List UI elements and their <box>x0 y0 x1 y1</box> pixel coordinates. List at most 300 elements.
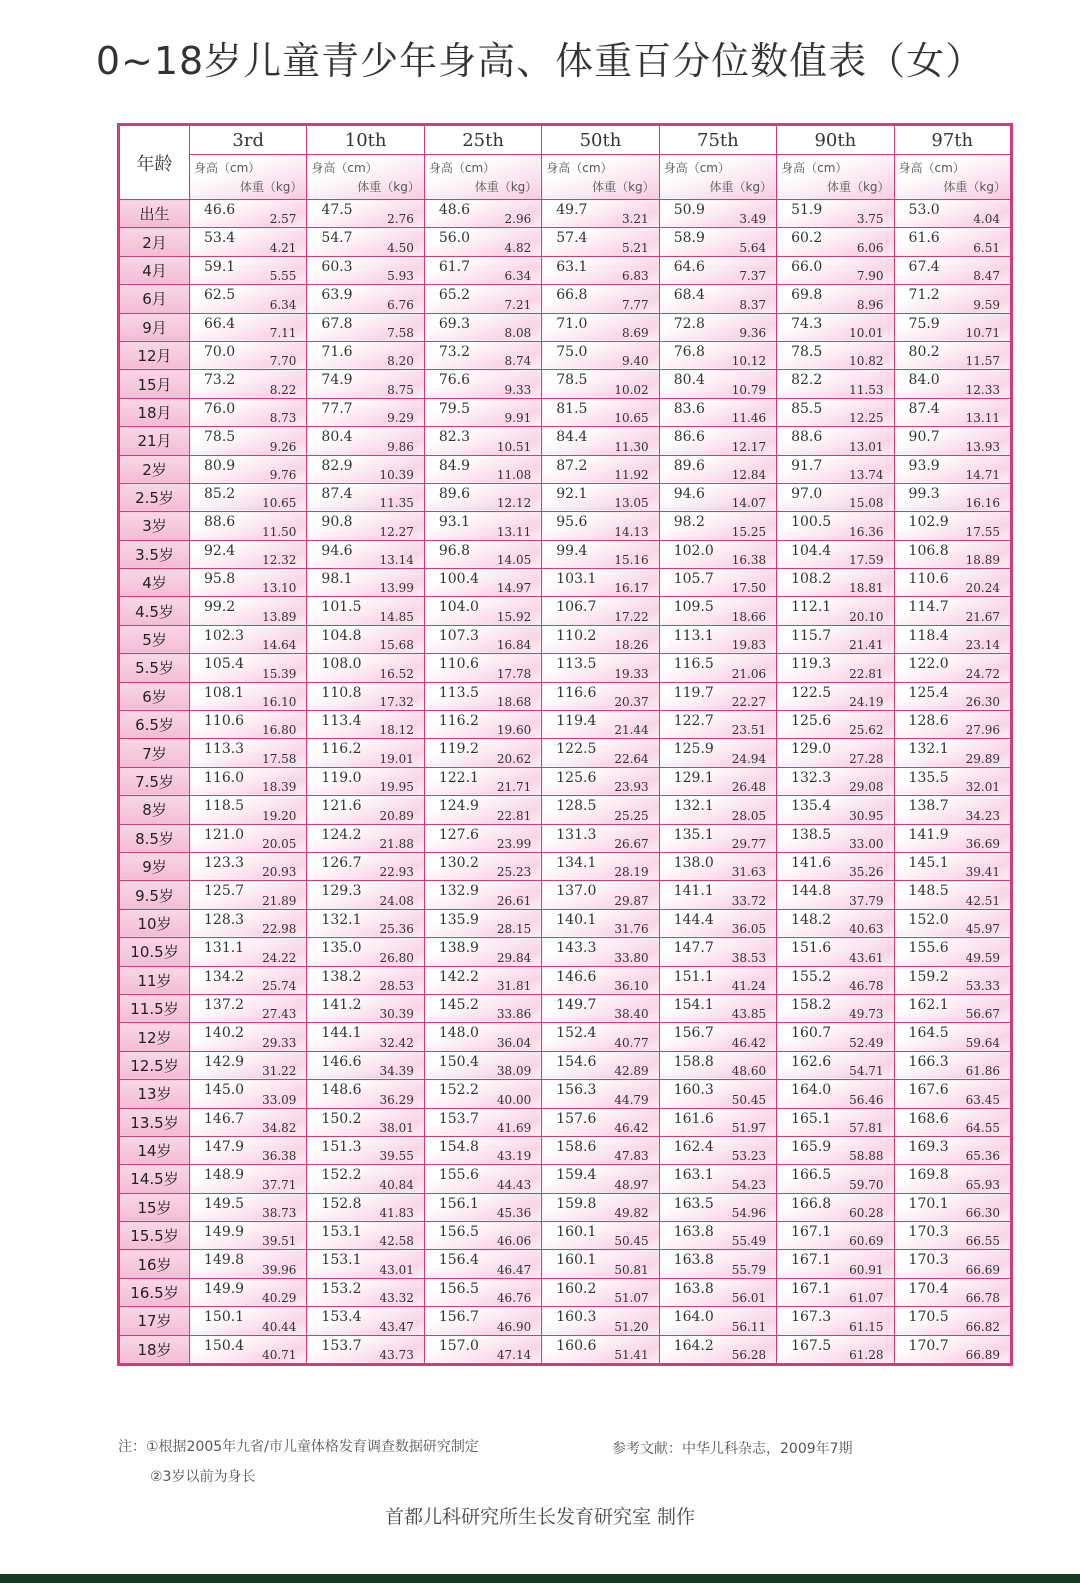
value-cell <box>777 483 894 511</box>
value-cell <box>659 796 776 824</box>
weight-value: 22.81 <box>496 808 532 823</box>
value-cell <box>894 483 1011 511</box>
weight-value: 43.01 <box>379 1262 414 1277</box>
weight-value: 17.59 <box>849 553 884 568</box>
height-value: 167.1 <box>791 1252 832 1269</box>
weight-value: 56.11 <box>731 1319 767 1334</box>
height-value: 59.1 <box>204 258 236 275</box>
value-cell <box>307 455 424 483</box>
age-cell: 4.5岁 <box>119 597 190 625</box>
height-value: 137.0 <box>556 883 597 900</box>
weight-value: 7.77 <box>621 297 649 312</box>
height-value: 60.3 <box>321 258 353 275</box>
weight-value: 14.97 <box>496 581 532 596</box>
height-value: 162.4 <box>673 1138 714 1155</box>
weight-value: 7.11 <box>269 325 297 340</box>
weight-value: 30.39 <box>379 1007 414 1022</box>
height-value: 156.7 <box>673 1025 714 1042</box>
height-value: 102.0 <box>673 542 714 559</box>
height-value: 104.4 <box>791 542 832 559</box>
value-cell <box>777 654 894 682</box>
value-cell <box>777 1080 894 1108</box>
weight-value: 38.73 <box>262 1206 297 1221</box>
age-cell: 11岁 <box>119 966 190 994</box>
table-row <box>119 1307 1012 1335</box>
value-cell <box>190 1307 307 1335</box>
weight-value: 16.36 <box>849 524 884 539</box>
height-value: 53.4 <box>204 230 236 247</box>
weight-value: 47.14 <box>496 1348 532 1363</box>
weight-value: 61.86 <box>965 1064 1000 1079</box>
height-value: 130.2 <box>438 854 479 871</box>
value-cell <box>659 1165 776 1193</box>
weight-value: 53.23 <box>731 1149 767 1164</box>
height-value: 76.0 <box>204 400 236 417</box>
weight-value: 66.30 <box>965 1206 1000 1221</box>
age-cell: 4岁 <box>119 569 190 597</box>
weight-value: 10.71 <box>965 325 1000 340</box>
weight-value: 29.89 <box>965 751 1000 766</box>
weight-value: 19.60 <box>496 723 532 738</box>
height-value: 152.4 <box>556 1025 597 1042</box>
height-value: 93.1 <box>438 514 471 531</box>
height-value: 164.2 <box>673 1337 714 1354</box>
value-cell <box>659 824 776 852</box>
weight-value: 7.70 <box>269 354 297 369</box>
age-cell: 11.5岁 <box>119 994 190 1022</box>
weight-value: 3.21 <box>621 212 649 227</box>
weight-value: 11.92 <box>614 467 649 482</box>
height-unit-label: 身高（cm） <box>546 161 613 175</box>
height-value: 127.6 <box>438 826 479 843</box>
height-value: 67.4 <box>908 258 940 275</box>
value-cell <box>777 909 894 937</box>
height-value: 66.0 <box>791 258 823 275</box>
height-value: 78.5 <box>556 372 588 389</box>
age-cell: 21月 <box>119 427 190 455</box>
value-cell <box>424 1136 541 1164</box>
value-cell <box>777 341 894 369</box>
height-value: 131.1 <box>204 940 245 957</box>
height-value: 65.2 <box>438 287 471 304</box>
table-row <box>119 370 1012 398</box>
height-value: 108.0 <box>321 656 362 673</box>
height-value: 145.0 <box>204 1082 245 1099</box>
height-value: 145.2 <box>438 996 479 1013</box>
value-cell <box>542 455 659 483</box>
height-value: 170.3 <box>908 1224 949 1241</box>
weight-value: 9.29 <box>387 411 414 426</box>
weight-value: 44.43 <box>496 1177 532 1192</box>
value-cell <box>307 909 424 937</box>
weight-value: 49.73 <box>849 1007 884 1022</box>
value-cell <box>659 512 776 540</box>
height-value: 132.1 <box>321 911 362 928</box>
height-value: 114.7 <box>908 599 949 616</box>
weight-value: 6.83 <box>621 269 649 284</box>
height-value: 160.1 <box>556 1252 597 1269</box>
weight-value: 15.08 <box>849 496 884 511</box>
value-cell <box>777 285 894 313</box>
height-value: 163.1 <box>673 1167 714 1184</box>
value-cell <box>894 285 1011 313</box>
height-value: 73.2 <box>438 343 471 360</box>
weight-value: 13.74 <box>849 467 884 482</box>
value-cell <box>307 256 424 284</box>
weight-value: 50.81 <box>614 1262 649 1277</box>
height-value: 104.0 <box>438 599 479 616</box>
weight-value: 15.39 <box>262 666 297 681</box>
weight-value: 13.11 <box>496 524 532 539</box>
value-cell <box>190 313 307 341</box>
weight-value: 23.93 <box>614 780 649 795</box>
value-cell <box>542 1080 659 1108</box>
value-cell <box>659 739 776 767</box>
value-cell <box>424 1222 541 1250</box>
weight-value: 40.71 <box>262 1348 297 1363</box>
table-row <box>119 455 1012 483</box>
weight-value: 13.93 <box>965 439 1000 454</box>
height-value: 167.1 <box>791 1224 832 1241</box>
height-value: 140.2 <box>204 1025 245 1042</box>
value-cell <box>307 1222 424 1250</box>
weight-unit-label: 体重（kg） <box>826 180 890 194</box>
value-cell <box>424 1193 541 1221</box>
height-value: 122.5 <box>791 684 832 701</box>
height-value: 158.2 <box>791 996 832 1013</box>
weight-value: 2.96 <box>504 212 532 227</box>
height-value: 140.1 <box>556 911 597 928</box>
weight-value: 25.25 <box>614 808 649 823</box>
value-cell <box>190 483 307 511</box>
weight-value: 16.38 <box>731 553 767 568</box>
table-row <box>119 512 1012 540</box>
height-value: 94.6 <box>673 485 705 502</box>
weight-value: 4.82 <box>504 240 532 255</box>
table-body <box>119 200 1012 1365</box>
weight-value: 46.90 <box>496 1319 532 1334</box>
weight-value: 14.13 <box>614 524 649 539</box>
weight-value: 2.57 <box>269 212 297 227</box>
value-cell <box>777 1250 894 1278</box>
value-cell <box>307 1023 424 1051</box>
value-cell <box>542 796 659 824</box>
height-value: 72.8 <box>673 315 705 332</box>
value-cell <box>777 1023 894 1051</box>
weight-value: 27.43 <box>262 1007 297 1022</box>
height-value: 110.8 <box>321 684 362 701</box>
value-cell <box>777 427 894 455</box>
unit-header-cell <box>307 155 424 200</box>
table-row <box>119 313 1012 341</box>
weight-value: 66.55 <box>965 1234 1000 1249</box>
value-cell <box>894 767 1011 795</box>
height-value: 71.2 <box>908 287 940 304</box>
height-value: 159.4 <box>556 1167 597 1184</box>
weight-value: 8.74 <box>504 354 532 369</box>
height-value: 153.7 <box>438 1110 479 1127</box>
unit-header-row <box>119 155 1012 200</box>
height-value: 135.9 <box>438 911 479 928</box>
weight-value: 18.26 <box>614 638 649 653</box>
height-value: 128.6 <box>908 713 949 730</box>
height-value: 144.8 <box>791 883 832 900</box>
weight-value: 30.95 <box>849 808 884 823</box>
height-value: 156.4 <box>438 1252 479 1269</box>
weight-value: 8.73 <box>269 411 297 426</box>
value-cell <box>190 256 307 284</box>
weight-value: 18.12 <box>379 723 414 738</box>
weight-value: 17.55 <box>965 524 1000 539</box>
age-cell: 6月 <box>119 285 190 313</box>
weight-value: 8.22 <box>269 382 297 397</box>
weight-value: 33.80 <box>614 950 649 965</box>
value-cell <box>777 824 894 852</box>
value-cell <box>307 200 424 228</box>
weight-unit-label: 体重（kg） <box>239 180 303 194</box>
height-value: 64.6 <box>673 258 705 275</box>
value-cell <box>659 654 776 682</box>
weight-value: 31.76 <box>614 922 649 937</box>
height-value: 75.9 <box>908 315 940 332</box>
height-value: 122.7 <box>673 713 714 730</box>
value-cell <box>190 1250 307 1278</box>
value-cell <box>190 370 307 398</box>
age-cell: 6岁 <box>119 682 190 710</box>
height-value: 119.7 <box>673 684 714 701</box>
value-cell <box>659 1108 776 1136</box>
weight-value: 43.47 <box>379 1319 414 1334</box>
height-value: 85.5 <box>791 400 823 417</box>
value-cell <box>542 427 659 455</box>
weight-value: 6.34 <box>504 269 532 284</box>
weight-value: 13.99 <box>379 581 414 596</box>
height-value: 125.6 <box>791 713 832 730</box>
age-cell: 9月 <box>119 313 190 341</box>
weight-value: 20.24 <box>965 581 1000 596</box>
value-cell <box>190 540 307 568</box>
height-value: 98.2 <box>673 514 705 531</box>
value-cell <box>307 1307 424 1335</box>
weight-value: 5.93 <box>387 269 414 284</box>
height-value: 107.3 <box>438 627 479 644</box>
height-value: 143.3 <box>556 940 597 957</box>
height-value: 118.4 <box>908 627 949 644</box>
value-cell <box>542 824 659 852</box>
age-cell: 13岁 <box>119 1080 190 1108</box>
value-cell <box>542 370 659 398</box>
age-cell: 16.5岁 <box>119 1278 190 1306</box>
value-cell <box>307 597 424 625</box>
height-value: 109.5 <box>673 599 714 616</box>
table-row <box>119 824 1012 852</box>
weight-value: 36.05 <box>731 922 767 937</box>
table-row <box>119 654 1012 682</box>
height-value: 116.6 <box>556 684 597 701</box>
weight-value: 46.76 <box>496 1291 532 1306</box>
weight-value: 3.75 <box>856 212 884 227</box>
value-cell <box>659 1222 776 1250</box>
percentile-header-row <box>119 125 1012 155</box>
value-cell <box>777 994 894 1022</box>
height-value: 116.5 <box>673 656 714 673</box>
height-value: 159.2 <box>908 968 949 985</box>
height-value: 170.3 <box>908 1252 949 1269</box>
value-cell <box>424 711 541 739</box>
value-cell <box>424 540 541 568</box>
height-value: 135.4 <box>791 798 832 815</box>
height-value: 80.4 <box>673 372 705 389</box>
value-cell <box>659 1193 776 1221</box>
height-value: 86.6 <box>673 429 705 446</box>
table-row <box>119 256 1012 284</box>
value-cell <box>542 313 659 341</box>
value-cell <box>542 200 659 228</box>
height-value: 167.6 <box>908 1082 949 1099</box>
weight-value: 34.39 <box>379 1064 414 1079</box>
height-value: 151.3 <box>321 1138 362 1155</box>
weight-value: 60.69 <box>849 1234 884 1249</box>
weight-value: 63.45 <box>965 1092 1000 1107</box>
value-cell <box>894 597 1011 625</box>
height-value: 81.5 <box>556 400 588 417</box>
height-value: 88.6 <box>204 514 236 531</box>
weight-value: 54.96 <box>731 1206 767 1221</box>
weight-value: 39.55 <box>379 1149 414 1164</box>
value-cell <box>307 796 424 824</box>
weight-value: 33.72 <box>731 893 767 908</box>
weight-value: 46.42 <box>614 1120 649 1135</box>
weight-value: 29.84 <box>496 950 532 965</box>
age-cell: 10岁 <box>119 909 190 937</box>
height-value: 61.7 <box>438 258 471 275</box>
value-cell <box>777 1335 894 1364</box>
value-cell <box>777 313 894 341</box>
weight-value: 59.70 <box>849 1177 884 1192</box>
value-cell <box>542 398 659 426</box>
height-value: 121.6 <box>321 798 362 815</box>
height-value: 149.9 <box>204 1224 245 1241</box>
value-cell <box>894 852 1011 880</box>
value-cell <box>190 1335 307 1364</box>
value-cell <box>894 1023 1011 1051</box>
age-cell: 7岁 <box>119 739 190 767</box>
height-value: 165.9 <box>791 1138 832 1155</box>
height-value: 51.9 <box>791 202 823 218</box>
value-cell <box>894 1335 1011 1364</box>
value-cell <box>659 540 776 568</box>
value-cell <box>307 1080 424 1108</box>
weight-value: 32.42 <box>379 1035 414 1050</box>
weight-value: 66.69 <box>965 1262 1000 1277</box>
height-value: 46.6 <box>204 202 236 218</box>
height-value: 132.1 <box>908 741 949 758</box>
height-value: 80.2 <box>908 343 940 360</box>
height-value: 91.7 <box>791 457 823 474</box>
value-cell <box>659 1136 776 1164</box>
age-cell: 13.5岁 <box>119 1108 190 1136</box>
height-value: 60.2 <box>791 230 823 247</box>
value-cell <box>424 228 541 256</box>
value-cell <box>777 1165 894 1193</box>
height-value: 66.4 <box>204 315 236 332</box>
height-value: 163.8 <box>673 1252 714 1269</box>
value-cell <box>777 881 894 909</box>
value-cell <box>190 1136 307 1164</box>
weight-value: 19.83 <box>731 638 767 653</box>
weight-value: 24.22 <box>262 950 297 965</box>
value-cell <box>190 1278 307 1306</box>
weight-value: 9.59 <box>973 297 1000 312</box>
weight-value: 36.69 <box>965 836 1000 851</box>
height-value: 69.3 <box>438 315 471 332</box>
weight-value: 12.33 <box>965 382 1000 397</box>
weight-value: 9.26 <box>269 439 297 454</box>
height-value: 170.4 <box>908 1280 949 1297</box>
height-value: 70.0 <box>204 343 236 360</box>
weight-value: 28.15 <box>496 922 532 937</box>
weight-value: 23.99 <box>496 836 532 851</box>
footer-credit: 首都儿科研究所生长发育研究室 制作 <box>384 1506 696 1528</box>
weight-value: 11.08 <box>496 467 532 482</box>
table-row <box>119 540 1012 568</box>
note-reference: 参考文献：中华儿科杂志，2009年7期 <box>612 1441 853 1457</box>
weight-value: 12.12 <box>496 496 532 511</box>
height-value: 119.3 <box>791 656 832 673</box>
value-cell <box>659 370 776 398</box>
value-cell <box>894 540 1011 568</box>
weight-value: 19.95 <box>379 780 414 795</box>
height-value: 154.6 <box>556 1053 597 1070</box>
height-value: 56.0 <box>438 230 471 247</box>
weight-value: 5.64 <box>739 240 767 255</box>
height-value: 84.4 <box>556 429 588 446</box>
value-cell <box>659 455 776 483</box>
value-cell <box>894 398 1011 426</box>
value-cell <box>777 597 894 625</box>
age-column-header: 年龄 <box>119 125 190 200</box>
table-row <box>119 1278 1012 1306</box>
value-cell <box>777 540 894 568</box>
height-unit-label: 身高（cm） <box>311 161 378 175</box>
table-row <box>119 1193 1012 1221</box>
value-cell <box>190 881 307 909</box>
height-value: 170.7 <box>908 1337 949 1354</box>
weight-value: 40.84 <box>379 1177 414 1192</box>
value-cell <box>190 1080 307 1108</box>
table-row <box>119 909 1012 937</box>
weight-value: 61.15 <box>849 1319 884 1334</box>
height-value: 148.2 <box>791 911 832 928</box>
weight-value: 17.58 <box>262 751 297 766</box>
percentile-header: 10th <box>307 125 424 155</box>
table-row <box>119 398 1012 426</box>
value-cell <box>659 398 776 426</box>
height-value: 154.1 <box>673 996 714 1013</box>
value-cell <box>307 313 424 341</box>
age-cell: 2月 <box>119 228 190 256</box>
table-row <box>119 711 1012 739</box>
value-cell <box>424 767 541 795</box>
height-value: 152.2 <box>321 1167 362 1184</box>
value-cell <box>659 682 776 710</box>
weight-value: 38.53 <box>731 950 767 965</box>
height-value: 164.0 <box>791 1082 832 1099</box>
value-cell <box>424 1250 541 1278</box>
age-cell: 18岁 <box>119 1335 190 1364</box>
weight-value: 3.49 <box>739 212 767 227</box>
height-value: 165.1 <box>791 1110 832 1127</box>
